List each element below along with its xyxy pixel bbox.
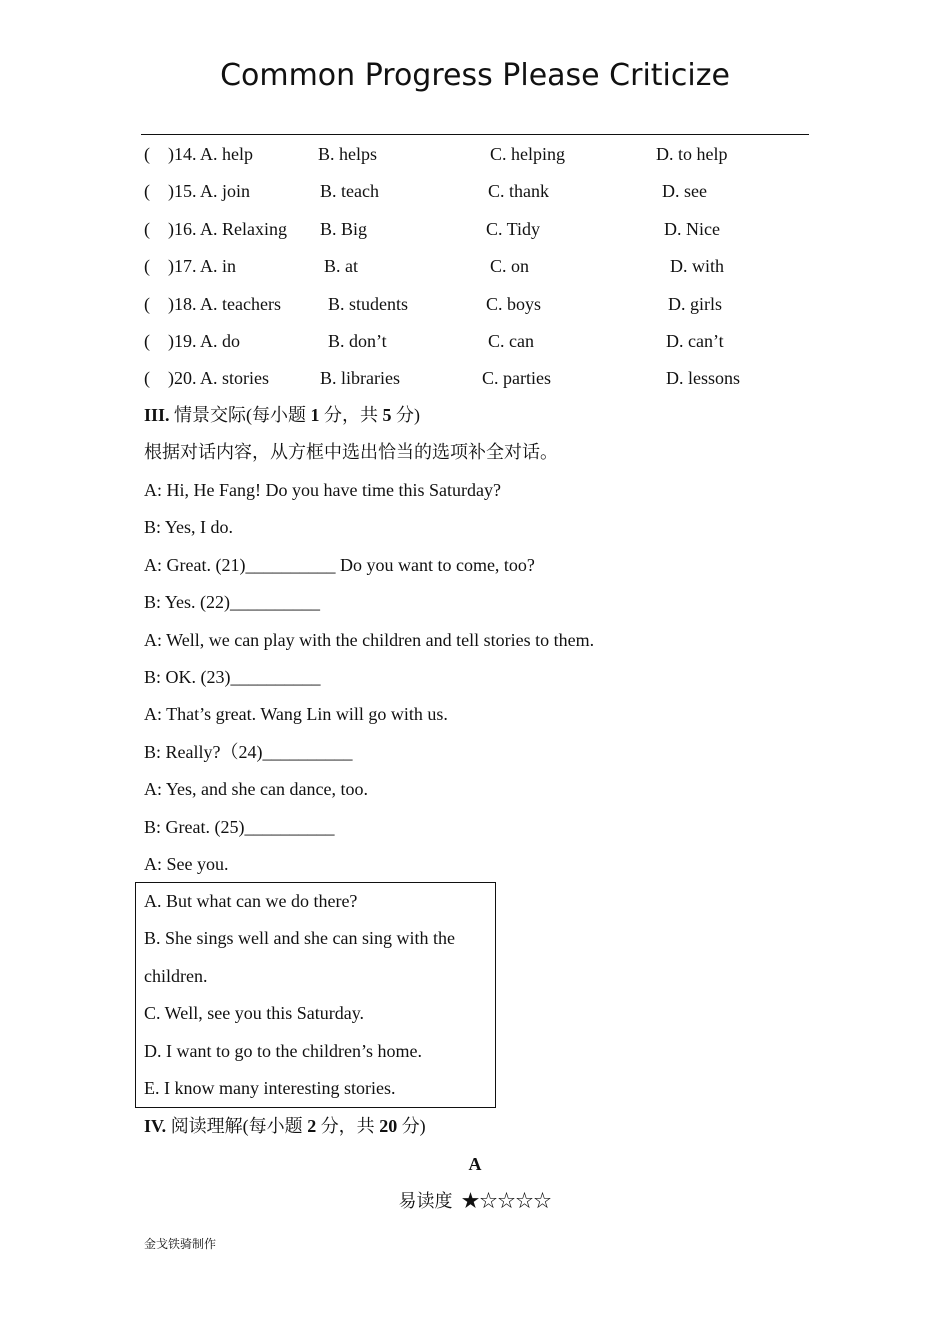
dialogue-line: B: Yes, I do. [144, 517, 234, 538]
section-4-number: IV. [144, 1116, 167, 1136]
option-c: C. Tidy [486, 218, 541, 239]
section-3-heading [144, 404, 420, 426]
section-4-heading [144, 1115, 426, 1137]
option-b: B. teach [320, 181, 379, 202]
option-b: B. at [324, 256, 358, 277]
options-box [135, 882, 496, 1108]
question-number-option-a: ( )15. A. join [144, 181, 250, 202]
option-item: D. I want to go to the children’s home. [144, 1040, 422, 1061]
dialogue-line: A: Well, we can play with the children and tell stories to them. [144, 629, 595, 650]
section-3-per-score: 1 [310, 405, 320, 425]
question-row [0, 180, 950, 202]
section-3-title-pre: 情景交际(每小题 [169, 405, 311, 425]
section-4-per-score: 2 [307, 1116, 317, 1136]
section-4-title-pre: 阅读理解(每小题 [166, 1116, 308, 1136]
option-c: C. boys [486, 293, 542, 314]
option-item: E. I know many interesting stories. [144, 1078, 396, 1098]
difficulty-stars: ★☆☆☆☆ [461, 1191, 552, 1211]
section-4-title-mid: 分，共 [316, 1116, 380, 1136]
dialogue-line: B: Really?（24)__________ [144, 741, 353, 762]
dialogue-line: A: Hi, He Fang! Do you have time this Saturday? [144, 480, 501, 500]
option-d: D. can’t [666, 331, 724, 351]
question-row [0, 367, 950, 389]
difficulty-rating [0, 1190, 950, 1212]
dialogue-line: B: OK. (23)__________ [144, 667, 321, 687]
option-c: C. parties [482, 368, 551, 389]
section-3-number: III. [144, 405, 170, 425]
dialogue-line: A: That’s great. Wang Lin will go with us. [144, 704, 448, 725]
section-3-instruction: 根据对话内容，从方框中选出恰当的选项补全对话。 [144, 442, 558, 462]
option-d: D. to help [656, 144, 728, 164]
option-b: B. Big [320, 218, 368, 239]
question-number-option-a: ( )14. A. help [144, 144, 253, 164]
question-number-option-a: ( )17. A. in [144, 256, 236, 277]
question-row [0, 293, 950, 315]
question-number-option-a: ( )18. A. teachers [144, 293, 281, 314]
option-d: D. see [662, 181, 707, 202]
page-header-title: Common Progress Please Criticize [220, 58, 730, 93]
option-c: C. thank [488, 181, 549, 202]
option-item: B. She sings well and she can sing with the [144, 928, 455, 949]
question-number-option-a: ( )16. A. Relaxing [144, 218, 287, 239]
question-number-option-a: ( )19. A. do [144, 331, 240, 351]
option-b: B. helps [318, 144, 378, 164]
option-c: C. helping [490, 144, 565, 164]
option-d: D. with [670, 256, 724, 277]
option-c: C. on [490, 256, 530, 277]
option-d: D. lessons [666, 368, 741, 389]
option-b: B. students [328, 293, 409, 314]
question-row [0, 218, 950, 240]
option-c: C. can [488, 331, 534, 351]
section-3-total-score: 5 [382, 405, 392, 425]
dialogue-line: A: Great. (21)__________ Do you want to come, too? [144, 554, 535, 575]
footer-text: 金戈铁骑制作 [144, 1237, 217, 1251]
option-b: B. don’t [328, 331, 387, 351]
section-4-total-score: 20 [379, 1116, 398, 1136]
question-row [0, 255, 950, 277]
option-d: D. girls [668, 293, 722, 314]
option-item: children. [144, 965, 208, 986]
section-4-title-post: 分) [397, 1116, 426, 1136]
section-3-title-mid: 分，共 [319, 405, 383, 425]
option-item: A. But what can we do there? [144, 891, 358, 911]
passage-label: A [468, 1154, 482, 1174]
difficulty-label: 易读度 [398, 1191, 453, 1211]
option-b: B. libraries [320, 368, 400, 389]
dialogue-line: A: See you. [144, 854, 229, 874]
option-d: D. Nice [664, 218, 720, 239]
dialogue-line: B: Yes. (22)__________ [144, 592, 321, 613]
header-divider [141, 134, 809, 135]
section-3-title-post: 分) [391, 405, 421, 425]
question-row [0, 330, 950, 352]
question-row [0, 143, 950, 165]
option-item: C. Well, see you this Saturday. [144, 1003, 365, 1024]
dialogue-line: B: Great. (25)__________ [144, 816, 335, 837]
question-number-option-a: ( )20. A. stories [144, 368, 269, 389]
dialogue-line: A: Yes, and she can dance, too. [144, 779, 368, 800]
